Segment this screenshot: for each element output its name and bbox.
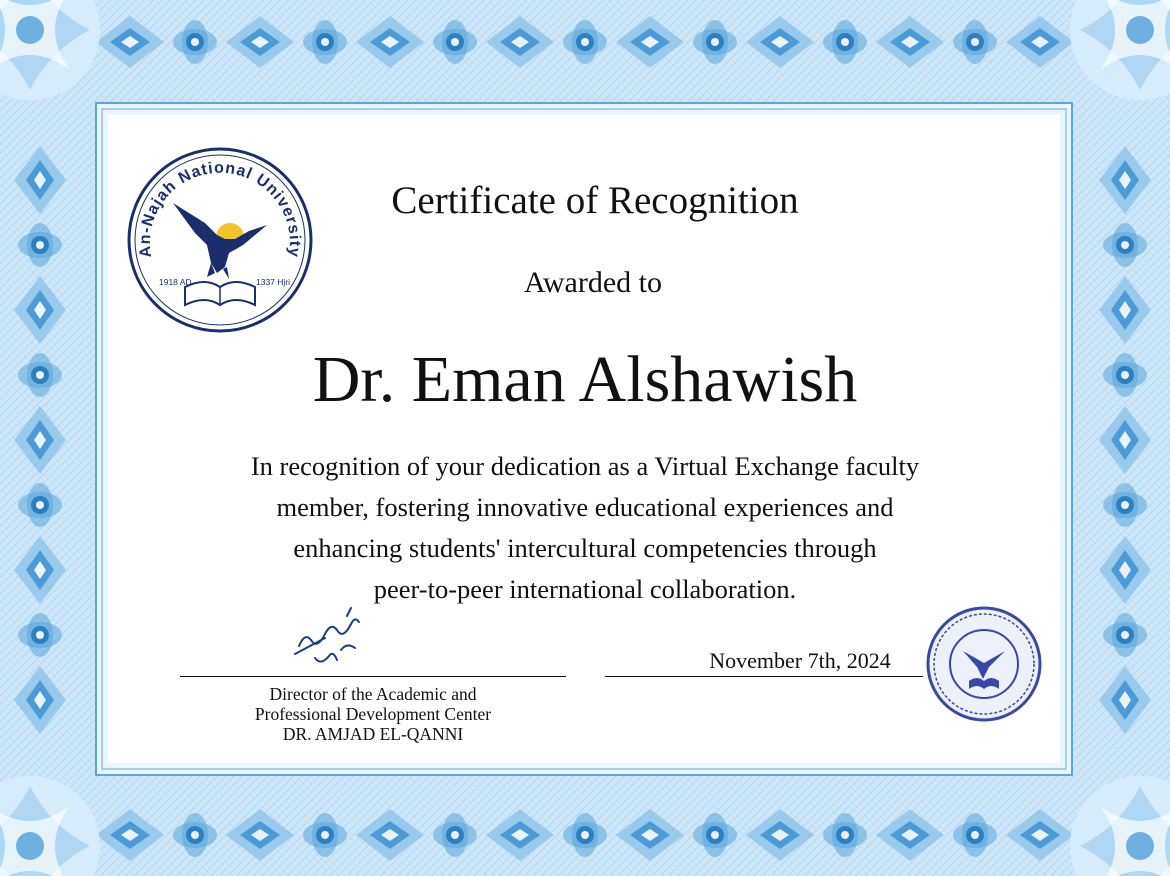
issue-date: November 7th, 2024 <box>709 648 891 673</box>
statement-line: In recognition of your dedication as a Virtual Exchange faculty <box>250 451 920 481</box>
university-logo <box>125 145 315 335</box>
signature <box>285 598 380 676</box>
statement-line: member, fostering innovative educational experiences and <box>276 492 894 522</box>
signer-block <box>186 684 560 744</box>
signer-title-line: Professional Development Center <box>254 704 492 724</box>
official-stamp <box>925 605 1043 723</box>
logo-year-hijri: 1337 Hjri <box>256 277 291 287</box>
statement-line: enhancing students' intercultural competencies through <box>293 533 877 563</box>
certificate-title: Certificate of Recognition <box>391 179 799 222</box>
signature-line <box>180 676 566 677</box>
statement-line: peer-to-peer international collaboration. <box>373 574 797 604</box>
recognition-statement <box>160 446 1010 610</box>
signer-name: DR. AMJAD EL-QANNI <box>282 724 464 744</box>
date-line <box>605 676 923 677</box>
recipient-name: Dr. Eman Alshawish <box>312 343 858 416</box>
logo-year-ad: 1918 AD <box>159 277 192 287</box>
awarded-to-label: Awarded to <box>523 266 663 299</box>
logo-arc-text: An-Najah National University <box>136 159 304 259</box>
signer-title-line: Director of the Academic and <box>269 684 477 704</box>
